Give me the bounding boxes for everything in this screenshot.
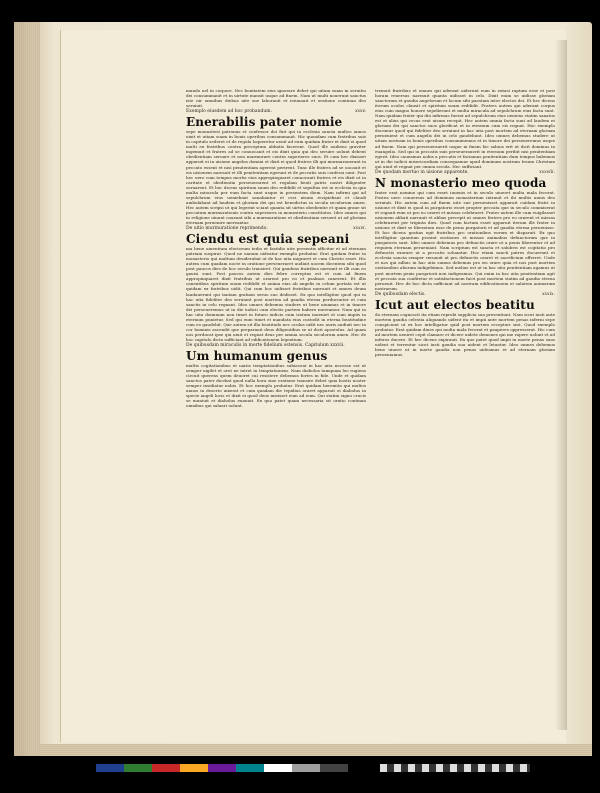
chapter-heading [375,292,555,298]
text-paragraph: do eternam cognoscit ita etiam reprobi supplicia sua presentiunt. Nam sicut iusti ante mortem gaudia celestia aliquando uident ita et impii ante mortem penas inferni sepe conspiciunt ut ex hoc intelligatur quid post mortem recepturi sint. Quod exemplo probatur. Erat quidam diues qui multa mala fecerat et pauperes oppresserat. Hic cum ad mortem ueniret cepit clamare et dicere uidete demones qui me rapere uolunt et ad inferos ducere. Et hec dicens expirauit. Ex quo patet quod impii in morte penas suas uident et terrentur sicut iusti gaudia sua uident et letantur. Ideo omnes debemus bene uiuere ut in morte gaudia non penas uideamus et ad eternam gloriam perueniamus. [375,311,555,358]
chapter-number: xxxix. [541,291,555,297]
text-paragraph: ma bene uiuentium electorum tedio et fastidio uite presentis afficitur et ad eternam patriam suspirat. Quod ne uanum uideatur exemplo probatur. Erat quidam frater in monasterio qui multum desiderabat ut de hac uita migraret et cum Christo esset. Hic autem cum quadam nocte in oratione perseueraret audiuit uocem dicentem sibi quod post paucos dies de hoc seculo transiret. Qui gaudens fratribus narrauit et illi cum eo gauisi sunt. Post paucos autem dies febre correptus est et cum ad finem appropinquaret dixit fratribus ut orarent pro eo et psalmos canerent. Et illis canentibus spiritum suum reddidit et anima eius ab angelis in celum portata est ut quidam ex fratribus uidit. Qui cum hoc uidisset fratribus narrauit et omnes deum laudauerunt qui tantam gratiam seruo suo dedisset. Ex quo intelligitur quod qui in hac uita fideliter deo seruiunt post mortem ad gaudia eterna perducuntur et cum sanctis in celo regnant. Ideo omnes debemus studere ut bene uiuamus et in timore dei perseueremus ut in die iudicii cum electis partem habere mereamur. Nam qui in hac uita dominum non timet in futuro iudicio eum iratum inueniet et cum impiis in eternum punietur. Sed qui eum timet et mandata eius custodit in eterna beatitudine cum eo gaudebit. Que autem sit illa beatitudo nec oculus uidit nec auris audiuit nec in cor hominis ascendit que preparauit deus diligentibus se ut dicit apostolus. Ad quam nos perducat ipse qui uiuit et regnat deus per omnia secula seculorum amen. Hec de hoc capitulo dicta sufficiant ad edificationem legentium. [186,246,366,342]
gothic-incipit: N monasterio meo quoda [375,175,547,190]
text-paragraph: frater erat nomine qui cum esset iuuenis et in seculo uiueret multa mala fecerat. Postea uero conuersus ad dominum monasterium intrauit et ibi multis annis deo seruiuit. Hic autem cum ad finem uite sue peruenisset apparuit cuidam fratri in uisione et dixit ei quod in purgatorio esset propter peccata que in seculo commiserat et rogauit eum ut pro eo oraret et missas celebraret. Frater autem ille cum euigilasset uisionem abbati narrauit et abbas precepit ut omnes fratres pro eo orarent et missas celebrarent per triginta dies. Quod cum factum esset apparuit iterum ille frater in uisione et dixit se liberatum esse de penis purgatorii et ad gaudia eterna peruenisse. Et hoc dicens gratias egit fratribus pro orationibus eorum et disparuit. Ex quo intelligitur quantum prosint orationes et missae animabus defunctorum que in purgatorio sunt. Ideo omnes debemus pro defunctis orare ut a penis liberentur et ad requiem eternam perueniant. Nam scriptum est sancta et salubris est cogitatio pro defunctis exorare ut a peccatis soluantur. Hoc etiam sancti patres docuerunt et ecclesia sancta semper seruauit ut pro defunctis oraret et sacrificium offerret. Unde et nos qui adhuc in hac uita sumus debemus pro eis orare quia et nos post mortem orationibus aliorum indigebimus. Sed melius est ut in hac uita penitentiam agamus ut post mortem penis purgatorii non indigeamus. Qui enim in hac uita penitentiam agit et peccata sua confitetur et satisfactionem facit post mortem statim ad gaudia eterna peruenit. Hec de hoc dicta sufficiant ad nostram edificationem et salutem animarum nostrarum. [375,189,555,291]
text-paragraph: tremuit fratribus et omnes qui aderant uiderunt eum in extasi raptum esse et post horam reuersus narrauit quanta uidisset in celo. Dixit enim se uidisse gloriam sanctorum et gaudia angelorum et locum sibi paratum inter electos dei. Et hec dicens iterum oculos clausit et spiritum suum reddidit. Fratres autem qui aderant corpus eius cum magno honore sepelierunt et multa miracula ad sepulchrum eius facta sunt. Nam quidam frater qui diu infirmus fuerat ad sepulchrum eius ueniens statim sanatus est et alius qui cecus erat uisum recepit. Hec autem omnia facta sunt ad laudem et gloriam dei qui sanctos suos glorificat et in eternum cum eis regnat. Hoc exemplo docemur quod qui fideliter deo seruiunt in hac uita post mortem ad eternam gloriam peruenient et cum angelis dei in celo gaudebunt. Ideo omnes debemus studere ut uitam nostram in bonis operibus consummemus et in timore dei perseueremus usque ad finem. Nam qui perseuerauerit usque in finem hic saluus erit ut dicit dominus in euangelio. Sed qui in peccatis suis perseuerauerit in eternum peribit nisi penitentiam egerit. Ideo caueamus nobis a peccatis et faciamus penitentiam dum tempus habemus ut in die iudicii misericordiam consequamur apud dominum nostrum Iesum Christum qui uiuit et regnat per omnia secula. Hec sufficiant. [375,88,555,169]
page-edges-left [14,22,40,756]
gothic-incipit: Um humanum genus [186,348,328,363]
chapter-title: Exemplo eiusdem ad hoc probandum. [186,109,272,115]
chapter-number: xxxv. [354,109,366,115]
measurement-scale [380,764,530,772]
gutter-shadow [555,40,567,730]
gothic-incipit: Icut aut electos beatitu [375,297,535,312]
chapter-title: De quibusdam electis. [375,291,426,297]
chapter-heading [375,170,555,176]
chapter-title: De quibusdam miraculis in morte fidelium ostensis. Capitulum xxxvii. [186,342,345,348]
gothic-incipit: Ciendu est quia sepeani [186,232,350,247]
page-edges-bottom [40,744,592,756]
text-paragraph: mundo uel in corpore. Nec bonitatem eius ignorare debet qui uitam suam in seruitio dei consummauit et in uirtute mansit usque ad finem. Nam ut multi nouerunt sanctus iste uir omnibus diebus uite sue laborauit et ieiunauit et oratione continua deo seruiuit. [186,88,366,109]
chapter-title: De quodam mortuo in uisione apparente. [375,169,469,175]
color-calibration-bar [96,764,376,772]
gothic-incipit: Enerabilis pater nomie [186,115,343,130]
chapter-number: xxxvi. [352,226,366,232]
chapter-number: xxxviii. [539,169,555,175]
right-column [375,88,555,357]
text-paragraph: sepe monasterii patronus et confessor dei fuit qui in ecclesia sancta multos annos uixit et uitam suam in bonis operibus consummauit. Hic quondam cum fratribus suis in capitulo sederet et de regula loqueretur uenit ad eum quidam frater et dixit ei quod multi ex fratribus contra preceptum abbatis facerent. Quod ille audiens graviter ingemuit et fratres ad se conuocauit et eis dixit quia qui deo seruire uolunt debent obedientiam seruare et non murmurare contra superiores suos. Et cum hec dixisset apparuit ei in uisione angelus domini et dixit ei quod fratres illi qui murmurauerant in peccato essent et nisi penitentiam agerent perirent. Tunc ille fratres ad se uocauit et eis uisionem narrauit et illi penitentiam egerunt et de peccatis suis confessi sunt. Post hec uero cum tempus mortis eius appropinquaret conuocauit fratres et eis dixit ut in caritate et obedientia perseuerarent et regulam beati patris nostri diligenter seruarent. Et hec dicens spiritum suum deo reddidit et sepultus est in ecclesia in qua multa miracula per eum facta sunt usque in presentem diem. Nam infirmi qui ad sepulchrum eius ueniebant sanabantur et ceci uisum recipiebant et claudi ambulabant ad laudem et gloriam dei qui est benedictus in secula seculorum amen. Hec autem scripsi ut qui legerint sciant quanta sit uirtus obedientie et quam graue sit peccatum murmurationis contra superiores in monasterio constitutos. Ideo omnes qui in religione uiuunt caueant sibi a murmuratione et obedientiam seruent ut ad gloriam eternam peruenire mereantur. [186,129,366,226]
text-paragraph: multis cogitationibus et uariis temptationibus subiaceat in hac uita necesse est ut semper uigilet et oret ne intret in temptationem. Nam diabolus tamquam leo rugiens circuit querens quem deuoret cui resistere debemus fortes in fide. Unde et quidam sanctus pater dicebat quod nulla hora sine oratione transire debet quia hostis noster semper insidiatur nobis. Et hoc exemplo probatur. Erat quidam heremita qui multos annos in deserto uixerat et cum quadam die tepidius oraret apparuit ei diabolus in specie angeli lucis et dixit ei quod deus misisset eum ad eum. Qui statim signo crucis se muniuit et diabolus euanuit. Ex quo patet quam necessaria sit oratio continua omnibus qui saluari uolunt. [186,362,366,409]
chapter-title: De uitio murmuratione reprimendo. [186,226,268,232]
left-column [186,88,366,408]
